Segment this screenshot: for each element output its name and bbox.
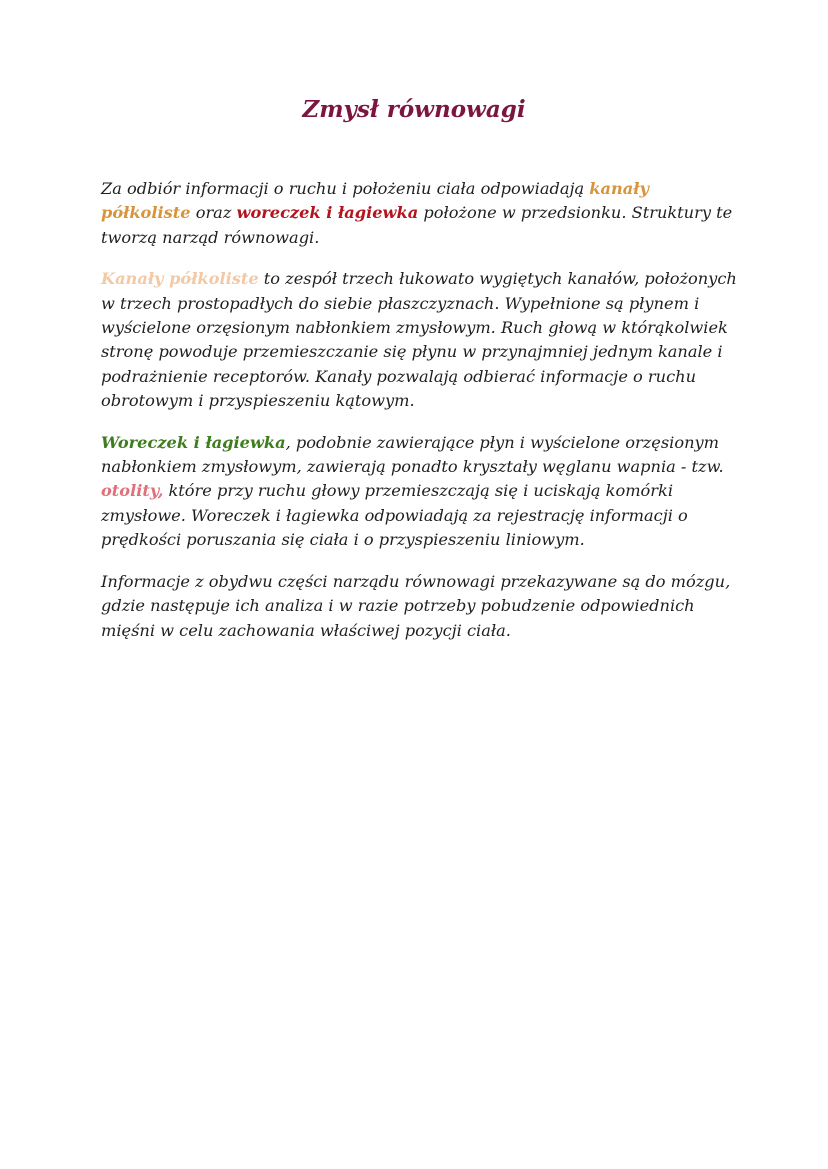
term-kanaly-polkoliste: kanały półkoliste: [101, 179, 649, 223]
woreczek-text-1: , podobnie zawierające płyn i wyścielone orzęsionym nabłonkiem zmysłowym, zawierają ponadto kryształy węglanu wapnia - tzw.: [101, 432, 724, 477]
summary-text: Informacje z obydwu części narządu równowagi przekazywane są do mózgu, gdzie następuje ich analiza i w razie potrzeby pobudzenie odpowiednich mięśni w celu zachowania właściwej pozycji ciała.: [101, 571, 731, 640]
document-body: [101, 177, 741, 660]
page-title: Zmysł równowagi: [302, 96, 526, 123]
term-otolity: otolity,: [101, 481, 164, 501]
paragraph-summary: [101, 570, 741, 643]
term-woreczek-i-lagiewka: woreczek i łagiewka: [236, 203, 419, 223]
paragraph-woreczek: [101, 431, 741, 553]
kanaly-text: to zespół trzech łukowato wygiętych kanałów, położonych w trzech prostopadłych do siebie płaszczyznach. Wypełnione są płynem i wyścielone orzęsionym nabłonkiem zmysłowym. Ruch głową w którąkolwiek stronę powoduje przemieszczanie się płynu w przynajmniej jednym kanale i podrażnienie receptorów. Kanały pozwalają odbierać informacje o ruchu obrotowym i przyspieszeniu kątowym.: [101, 269, 737, 411]
paragraph-kanaly: [101, 267, 741, 413]
woreczek-text-2: które przy ruchu głowy przemieszczają się i uciskają komórki zmysłowe. Woreczek i łagiewka odpowiadają za rejestrację informacji o prędkości poruszania się ciała i o przyspieszeniu liniowym.: [101, 481, 688, 550]
intro-text-3: położone w przedsionku. Struktury te tworzą narząd równowagi.: [101, 203, 733, 247]
term-kanaly-polkoliste-heading: Kanały półkoliste: [101, 269, 259, 289]
intro-text-2: oraz: [190, 203, 237, 223]
paragraph-intro: [101, 177, 741, 250]
term-woreczek-heading: Woreczek i łagiewka: [101, 432, 286, 452]
intro-text-1: Za odbiór informacji o ruchu i położeniu ciała odpowiadają: [101, 179, 590, 198]
